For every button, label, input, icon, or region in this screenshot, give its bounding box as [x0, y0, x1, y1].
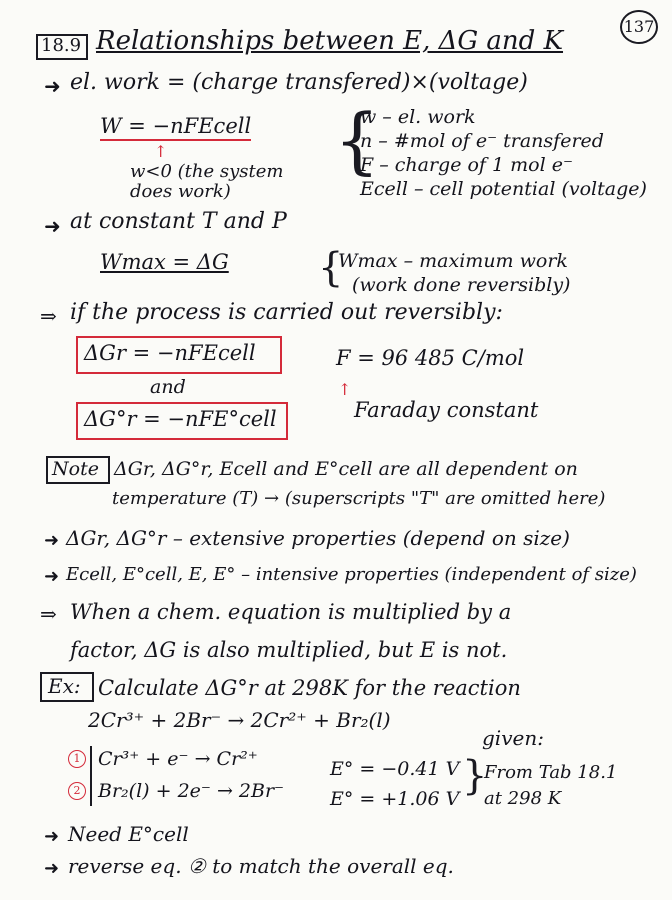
multiply-line-2: factor, ΔG is also multiplied, but E is not.	[70, 638, 508, 662]
need-ecell: Need E°cell	[68, 822, 189, 846]
faraday-label: Faraday constant	[354, 398, 539, 422]
note-line-2: temperature (T) → (superscripts "T" are omitted here)	[112, 488, 606, 509]
work-definition: el. work = (charge transfered)×(voltage)	[70, 70, 528, 95]
half-reaction-2-potential: E° = +1.06 V	[330, 788, 460, 810]
given-label: given:	[482, 726, 544, 750]
bullet-arrow-icon: ➜	[44, 214, 61, 238]
up-arrow-icon: ↑	[338, 380, 352, 399]
section-title: Relationships between E, ΔG and K	[96, 26, 564, 56]
faraday-value: F = 96 485 C/mol	[336, 346, 525, 370]
legend-ecell: Ecell – cell potential (voltage)	[360, 178, 647, 200]
bullet-arrow-icon: ➜	[44, 74, 61, 98]
implies-arrow-icon: ⇒	[40, 304, 57, 328]
circled-two-icon: 2	[68, 782, 86, 800]
section-number: 18.9	[41, 35, 82, 56]
wmax-legend-1: Wmax – maximum work	[338, 250, 568, 272]
reverse-instruction: reverse eq. ② to match the overall eq.	[68, 854, 454, 878]
wmax-brace: {	[318, 245, 344, 291]
intensive-properties: Ecell, E°cell, E, E° – intensive properties (independent of size)	[66, 564, 637, 585]
legend-brace: {	[334, 98, 380, 182]
half-reaction-2: Br₂(l) + 2e⁻ → 2Br⁻	[98, 780, 285, 802]
note-label: Note	[52, 458, 99, 480]
wmax-legend-2: (work done reversibly)	[352, 274, 571, 296]
and-text: and	[150, 376, 186, 398]
bullet-arrow-icon: ➜	[44, 826, 60, 847]
source-line-2: at 298 K	[484, 788, 562, 809]
delta-g-equation: ΔGr = −nFEcell	[84, 341, 256, 365]
work-sign-note: w<0 (the system does work)	[130, 161, 284, 202]
note-line-1: ΔGr, ΔG°r, Ecell and E°cell are all dependent on	[114, 458, 578, 480]
legend-n: n – #mol of e⁻ transfered	[360, 130, 604, 152]
legend-w: w – el. work	[360, 106, 476, 128]
page-number: 137	[620, 10, 658, 44]
legend-f: F – charge of 1 mol e⁻	[360, 154, 573, 176]
implies-arrow-icon: ⇒	[40, 602, 57, 626]
work-equation: W = −nFEcell	[100, 116, 251, 141]
bullet-arrow-icon: ➜	[44, 858, 60, 879]
source-brace: }	[462, 753, 488, 799]
up-arrow-icon: ↑	[154, 142, 168, 161]
half-reaction-1-potential: E° = −0.41 V	[330, 758, 460, 780]
circled-one-icon: 1	[68, 750, 86, 768]
example-question: Calculate ΔG°r at 298K for the reaction	[98, 676, 521, 700]
reaction-bar	[90, 746, 92, 806]
example-label: Ex:	[48, 674, 81, 698]
delta-g-standard-equation: ΔG°r = −nFE°cell	[84, 407, 277, 431]
reversible-condition: if the process is carried out reversibly:	[70, 300, 503, 325]
overall-reaction: 2Cr³⁺ + 2Br⁻ → 2Cr²⁺ + Br₂(l)	[88, 708, 391, 732]
half-reaction-1: Cr³⁺ + e⁻ → Cr²⁺	[98, 748, 258, 770]
bullet-arrow-icon: ➜	[44, 566, 60, 587]
multiply-line-1: When a chem. equation is multiplied by a	[70, 600, 512, 624]
extensive-properties: ΔGr, ΔG°r – extensive properties (depend on size)	[66, 526, 570, 550]
wmax-equation: Wmax = ΔG	[100, 250, 229, 274]
constant-tp: at constant T and P	[70, 209, 287, 234]
source-line-1: From Tab 18.1	[484, 762, 618, 783]
bullet-arrow-icon: ➜	[44, 530, 60, 551]
